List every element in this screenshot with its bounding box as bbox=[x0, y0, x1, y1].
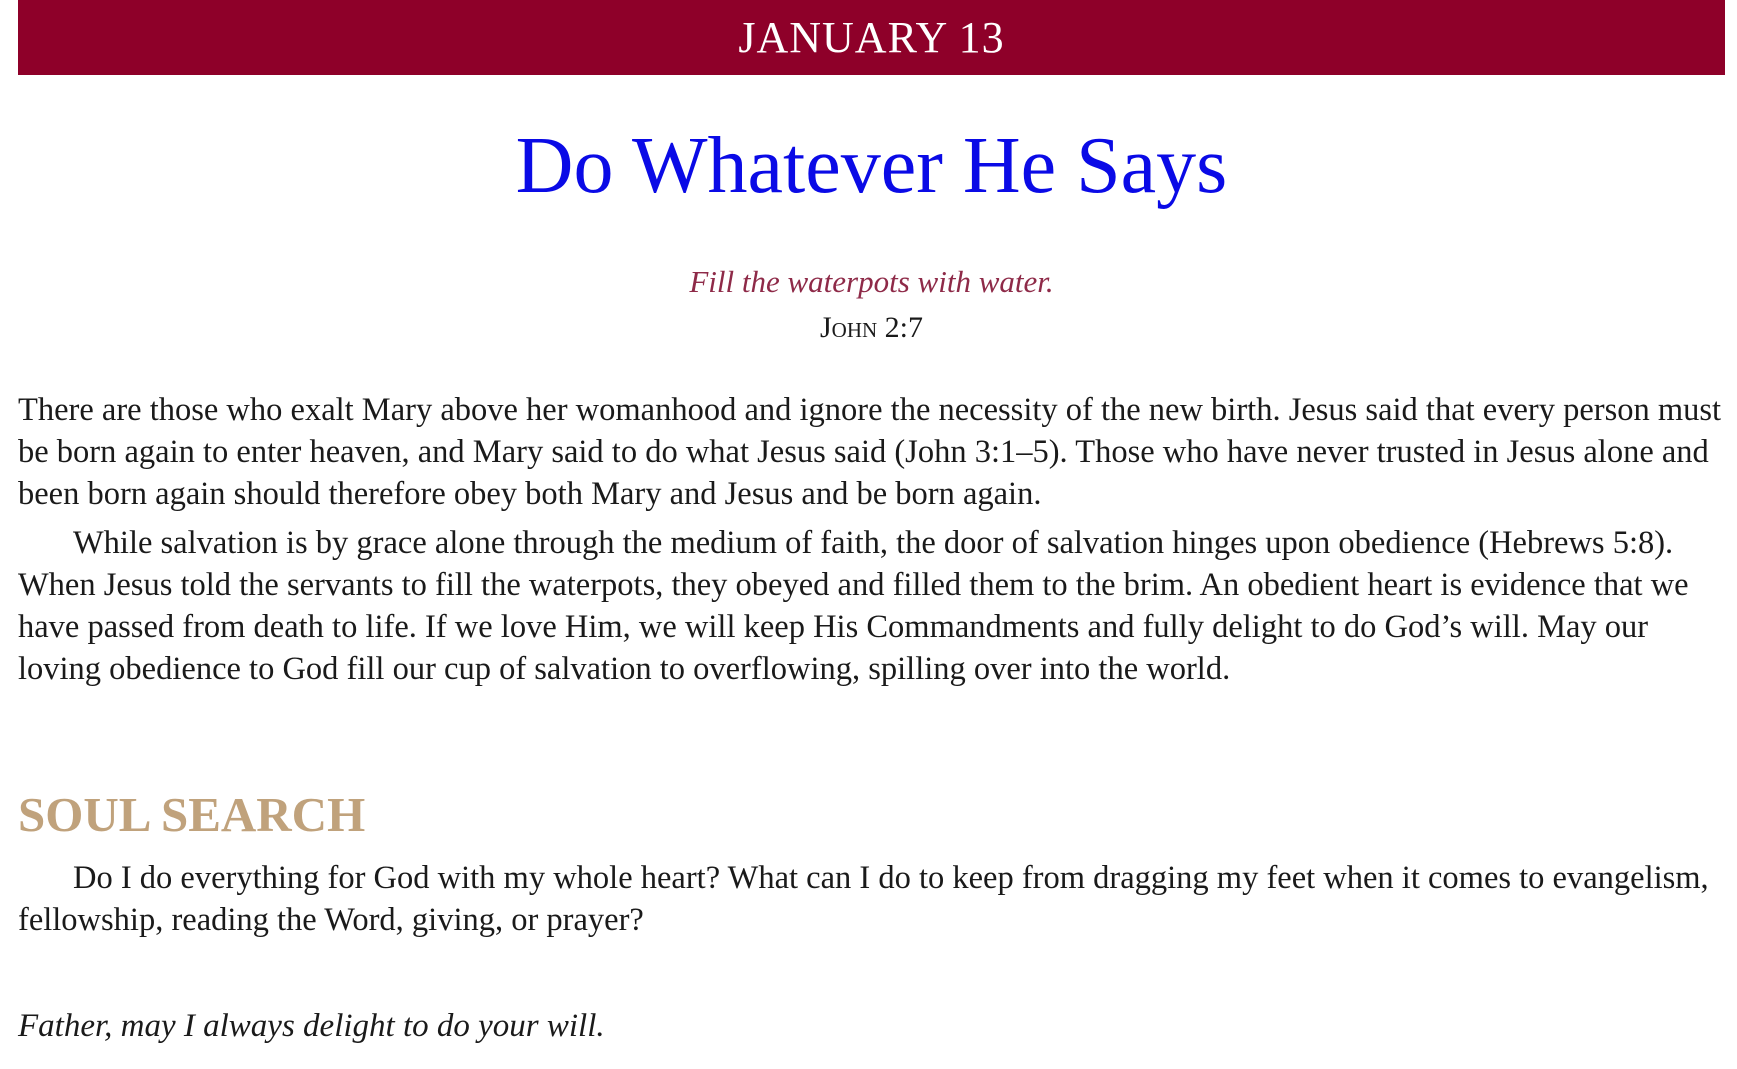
scripture-verse: Fill the waterpots with water. bbox=[689, 264, 1054, 299]
soul-search-heading: SOUL SEARCH bbox=[18, 787, 366, 842]
date-banner bbox=[18, 0, 1725, 75]
page-title: Do Whatever He Says bbox=[515, 122, 1228, 210]
body-paragraph-2: While salvation is by grace alone through the medium of faith, the door of salvation hinges upon obedience (Hebrews 5:8). When Jesus told the servants to fill the waterpots, they obeyed and filled them to the brim. An obedient heart is evidence that we have passed from death to life. If we love Him, we will keep His Commandments and fully delight to do God’s will. May our loving obedience to God fill our cup of salvation to overflowing, spilling over into the world. bbox=[18, 525, 1689, 687]
date-label: JANUARY 13 bbox=[738, 13, 1005, 62]
soul-search-text: Do I do everything for God with my whole heart? What can I do to keep from dragging my feet when it comes to evangelism, fellowship, reading the Word, giving, or prayer? bbox=[18, 860, 1709, 938]
closing-prayer: Father, may I always delight to do your will. bbox=[18, 1008, 605, 1044]
body-paragraph-1: There are those who exalt Mary above her womanhood and ignore the necessity of the new birth. Jesus said that every person must be born again to enter heaven, and Mary said to do what Jesus said (John 3:1–5). Those who have never trusted in Jesus alone and been born again should therefore obey both Mary and Jesus and be born again. bbox=[18, 392, 1722, 512]
scripture-reference: John 2:7 bbox=[819, 311, 923, 344]
